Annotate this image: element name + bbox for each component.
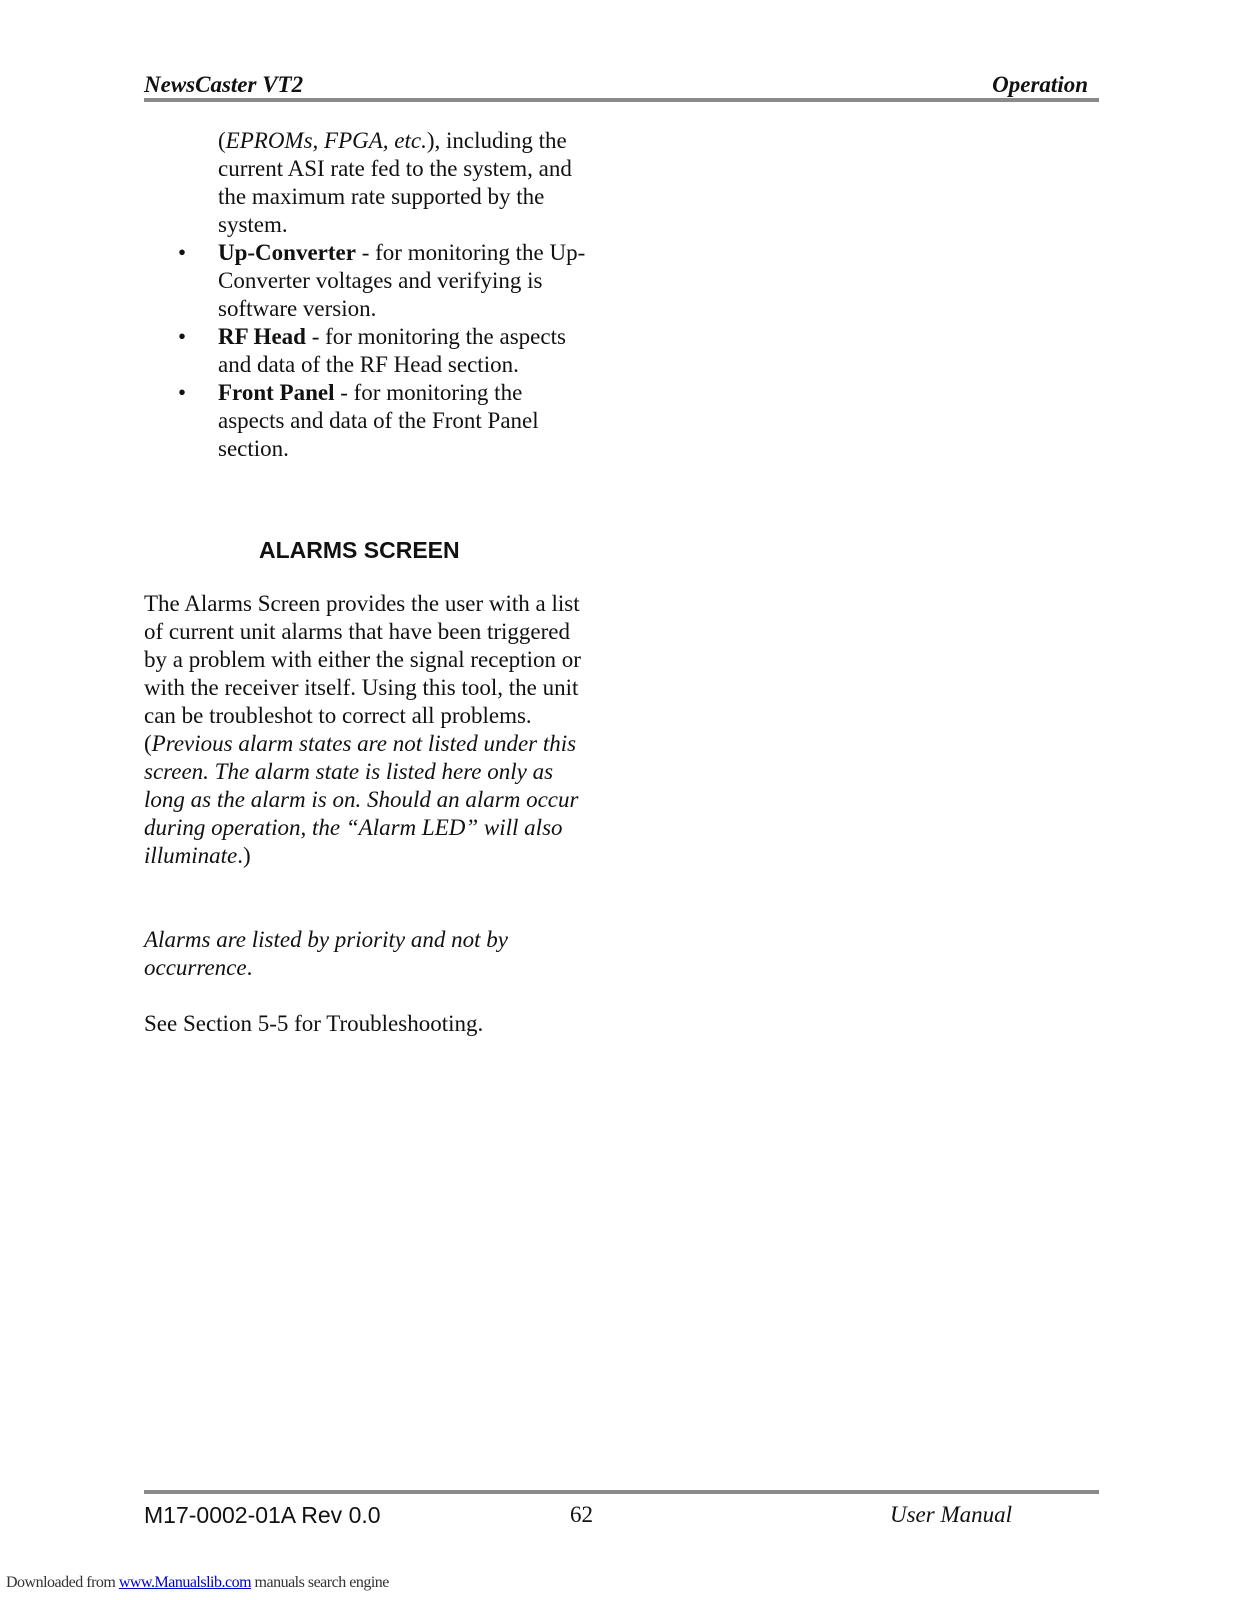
- list-item: [144, 323, 588, 379]
- section-heading: ALARMS SCREEN: [259, 537, 460, 563]
- download-prefix: Downloaded from: [6, 1574, 119, 1591]
- bullet-icon: •: [178, 324, 187, 349]
- bullet-term: Up-Converter: [218, 240, 356, 265]
- list-item: [144, 379, 588, 463]
- download-suffix: manuals search engine: [251, 1574, 389, 1591]
- bullet-term: Front Panel: [218, 380, 335, 405]
- alarms-description-paragraph: [144, 590, 588, 870]
- priority-end: .: [246, 955, 253, 980]
- bullet-icon: •: [178, 380, 187, 405]
- alarms-note-end: .): [237, 843, 251, 868]
- footer-manual-label: User Manual: [890, 1502, 1013, 1527]
- header-rule: [144, 98, 1099, 102]
- header-section: Operation: [992, 72, 1088, 97]
- footer-rule: [144, 1490, 1099, 1494]
- download-notice: [6, 1574, 389, 1592]
- bullet-icon: •: [178, 240, 187, 265]
- priority-paragraph: [144, 926, 588, 982]
- troubleshooting-reference: See Section 5-5 for Troubleshooting.: [144, 1011, 484, 1036]
- continued-open-paren: (: [218, 128, 226, 153]
- bullet-desc: - for monitoring the Up-Converter voltages and verifying is software version.: [218, 240, 586, 321]
- continued-italic: EPROMs, FPGA, etc.: [225, 128, 427, 153]
- priority-text: Alarms are listed by priority and not by occurrence: [144, 927, 508, 980]
- list-item: [144, 239, 588, 323]
- page-number: 62: [570, 1502, 593, 1527]
- bullet-desc: - for monitoring the aspects and data of the RF Head section.: [218, 324, 566, 377]
- continued-rest: ), including the current ASI rate fed to the system, and the maximum rate supported by the system.: [218, 128, 572, 237]
- header-title: NewsCaster VT2: [144, 72, 304, 97]
- alarms-description-text: The Alarms Screen provides the user with a list of current unit alarms that have been triggered by a problem with either the signal reception or with the receiver itself. Using this tool, the unit can be troubleshot to correct all problems. (: [144, 591, 581, 756]
- alarms-note-italic: Previous alarm states are not listed under this screen. The alarm state is listed here only as long as the alarm is on. Should an alarm occur during operation, the “Alarm LED” will also illuminate: [144, 731, 579, 868]
- continued-paragraph: [218, 127, 588, 239]
- bullet-term: RF Head: [218, 324, 306, 349]
- bullet-list: [144, 239, 588, 463]
- bullet-desc: - for monitoring the aspects and data of the Front Panel section.: [218, 380, 539, 461]
- footer-document-id: M17-0002-01A Rev 0.0: [144, 1502, 381, 1528]
- manualslib-link[interactable]: www.Manualslib.com: [118, 1574, 252, 1591]
